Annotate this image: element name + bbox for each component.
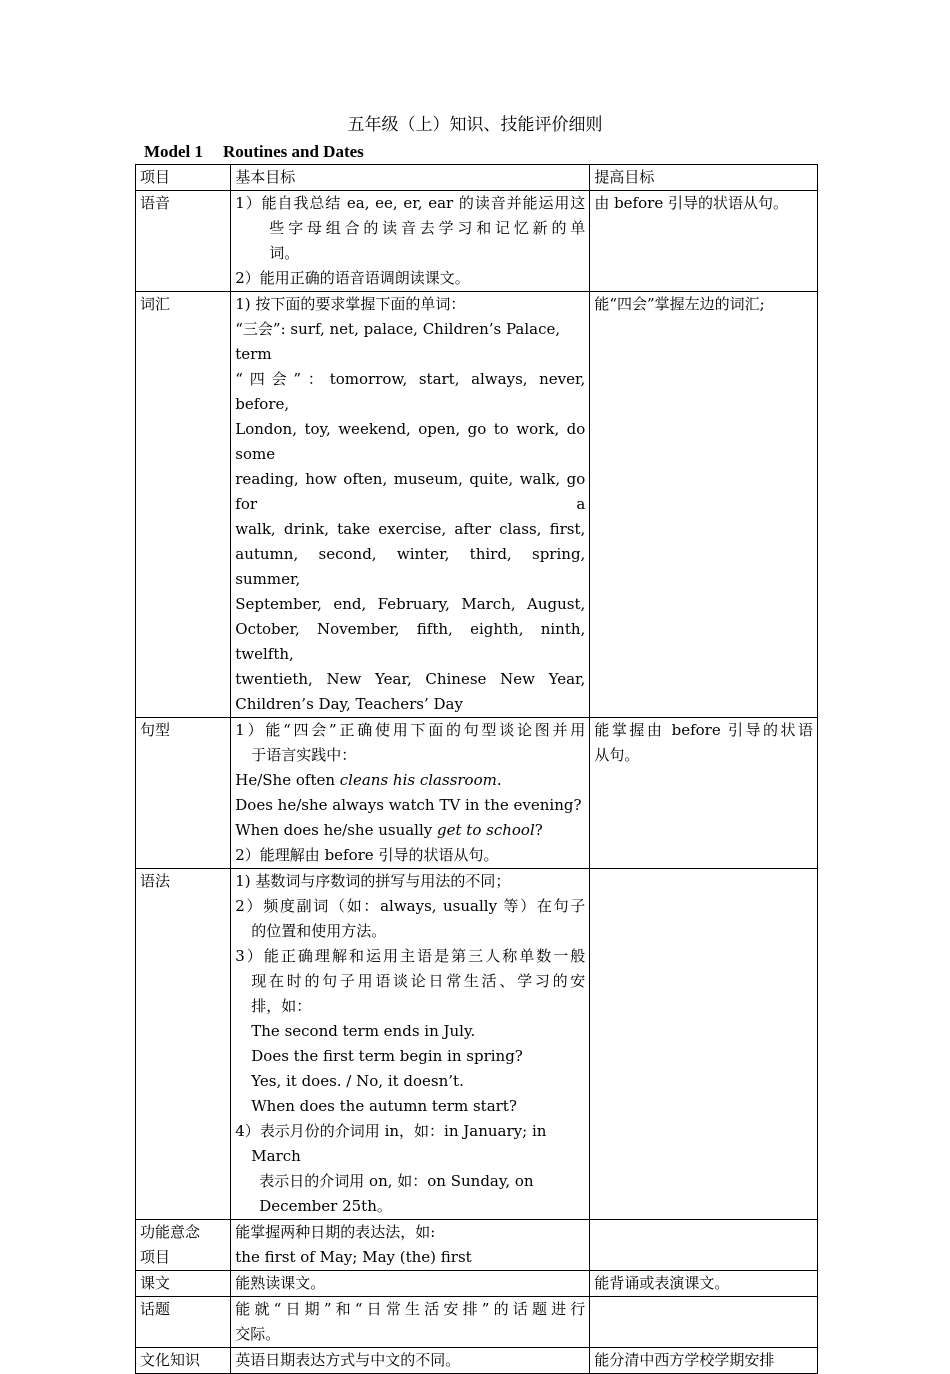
row-label: 话题	[136, 1297, 231, 1348]
basic-goal: 1) 按下面的要求掌握下面的单词： “三会”: surf, net, palace, Children’s Palace, term “四会”：tomorrow, start, always, never, before, London, toy, weekend, open, go to work, do some reading, how often, museum, quite, walk, go for a walk, drink, take exercise, after class, first, autumn, second, winter, third, spring, summer, September, end, February, March, August, October, November, fifth, eighth, ninth, twelfth, twentieth, New Year, Chinese New Year, Children’s Day, Teachers’ Day	[231, 292, 590, 718]
table-row	[136, 1348, 818, 1374]
table-row	[136, 869, 818, 1220]
row-label: 语音	[136, 191, 231, 292]
module-topic: Routines and Dates	[223, 142, 364, 161]
basic-goal: 1）能“四会”正确使用下面的句型谈论图并用 于语言实践中： He/She often cleans his classroom. Does he/she always watch TV in the evening? When does he/she usually get to school? 2）能理解由 before 引导的状语从句。	[231, 718, 590, 869]
table-row	[136, 191, 818, 292]
row-label: 课文	[136, 1271, 231, 1297]
basic-goal: 1）能自我总结 ea, ee, er, ear 的读音并能运用这 些字母组合的读音去学习和记忆新的单 词。 2）能用正确的语音语调朗读课文。	[231, 191, 590, 292]
row-label: 文化知识	[136, 1348, 231, 1374]
row-label: 语法	[136, 869, 231, 1220]
evaluation-table	[135, 164, 818, 1374]
advanced-goal	[590, 1297, 818, 1348]
advanced-goal: 能背诵或表演课文。	[590, 1271, 818, 1297]
advanced-goal: 能掌握由 before 引导的状语 从句。	[590, 718, 818, 869]
table-row	[136, 1297, 818, 1348]
basic-goal: 能掌握两种日期的表达法，如: the first of May; May (the) first	[231, 1220, 590, 1271]
header-basic: 基本目标	[231, 165, 590, 191]
table-row	[136, 292, 818, 718]
advanced-goal: 能分清中西方学校学期安排	[590, 1348, 818, 1374]
basic-goal: 英语日期表达方式与中文的不同。	[231, 1348, 590, 1374]
advanced-goal: 由 before 引导的状语从句。	[590, 191, 818, 292]
header-advanced: 提高目标	[590, 165, 818, 191]
advanced-goal	[590, 1220, 818, 1271]
module-name: Model 1	[144, 142, 204, 161]
advanced-goal: 能“四会”掌握左边的词汇;	[590, 292, 818, 718]
basic-goal: 能熟读课文。	[231, 1271, 590, 1297]
row-label: 词汇	[136, 292, 231, 718]
row-label: 句型	[136, 718, 231, 869]
row-label: 功能意念 项目	[136, 1220, 231, 1271]
table-header-row	[136, 165, 818, 191]
module-heading	[144, 140, 364, 164]
table-row	[136, 1271, 818, 1297]
table-row	[136, 1220, 818, 1271]
basic-goal: 能就“日期”和“日常生活安排”的话题进行 交际。	[231, 1297, 590, 1348]
page-title: 五年级（上）知识、技能评价细则	[347, 115, 603, 135]
basic-goal: 1) 基数词与序数词的拼写与用法的不同； 2）频度副词（如：always, usually 等）在句子 的位置和使用方法。 3）能正确理解和运用主语是第三人称单数一般 现在时的句子用语谈论日常生活、学习的安 排，如： The second term ends in July. Does the first term begin in spring? Yes, it does. / No, it doesn’t. When does the autumn term start? 4）表示月份的介词用 in，如：in January; in March 表示日的介词用 on, 如：on Sunday, on December 25th。	[231, 869, 590, 1220]
table-row	[136, 718, 818, 869]
advanced-goal	[590, 869, 818, 1220]
header-item: 项目	[136, 165, 231, 191]
